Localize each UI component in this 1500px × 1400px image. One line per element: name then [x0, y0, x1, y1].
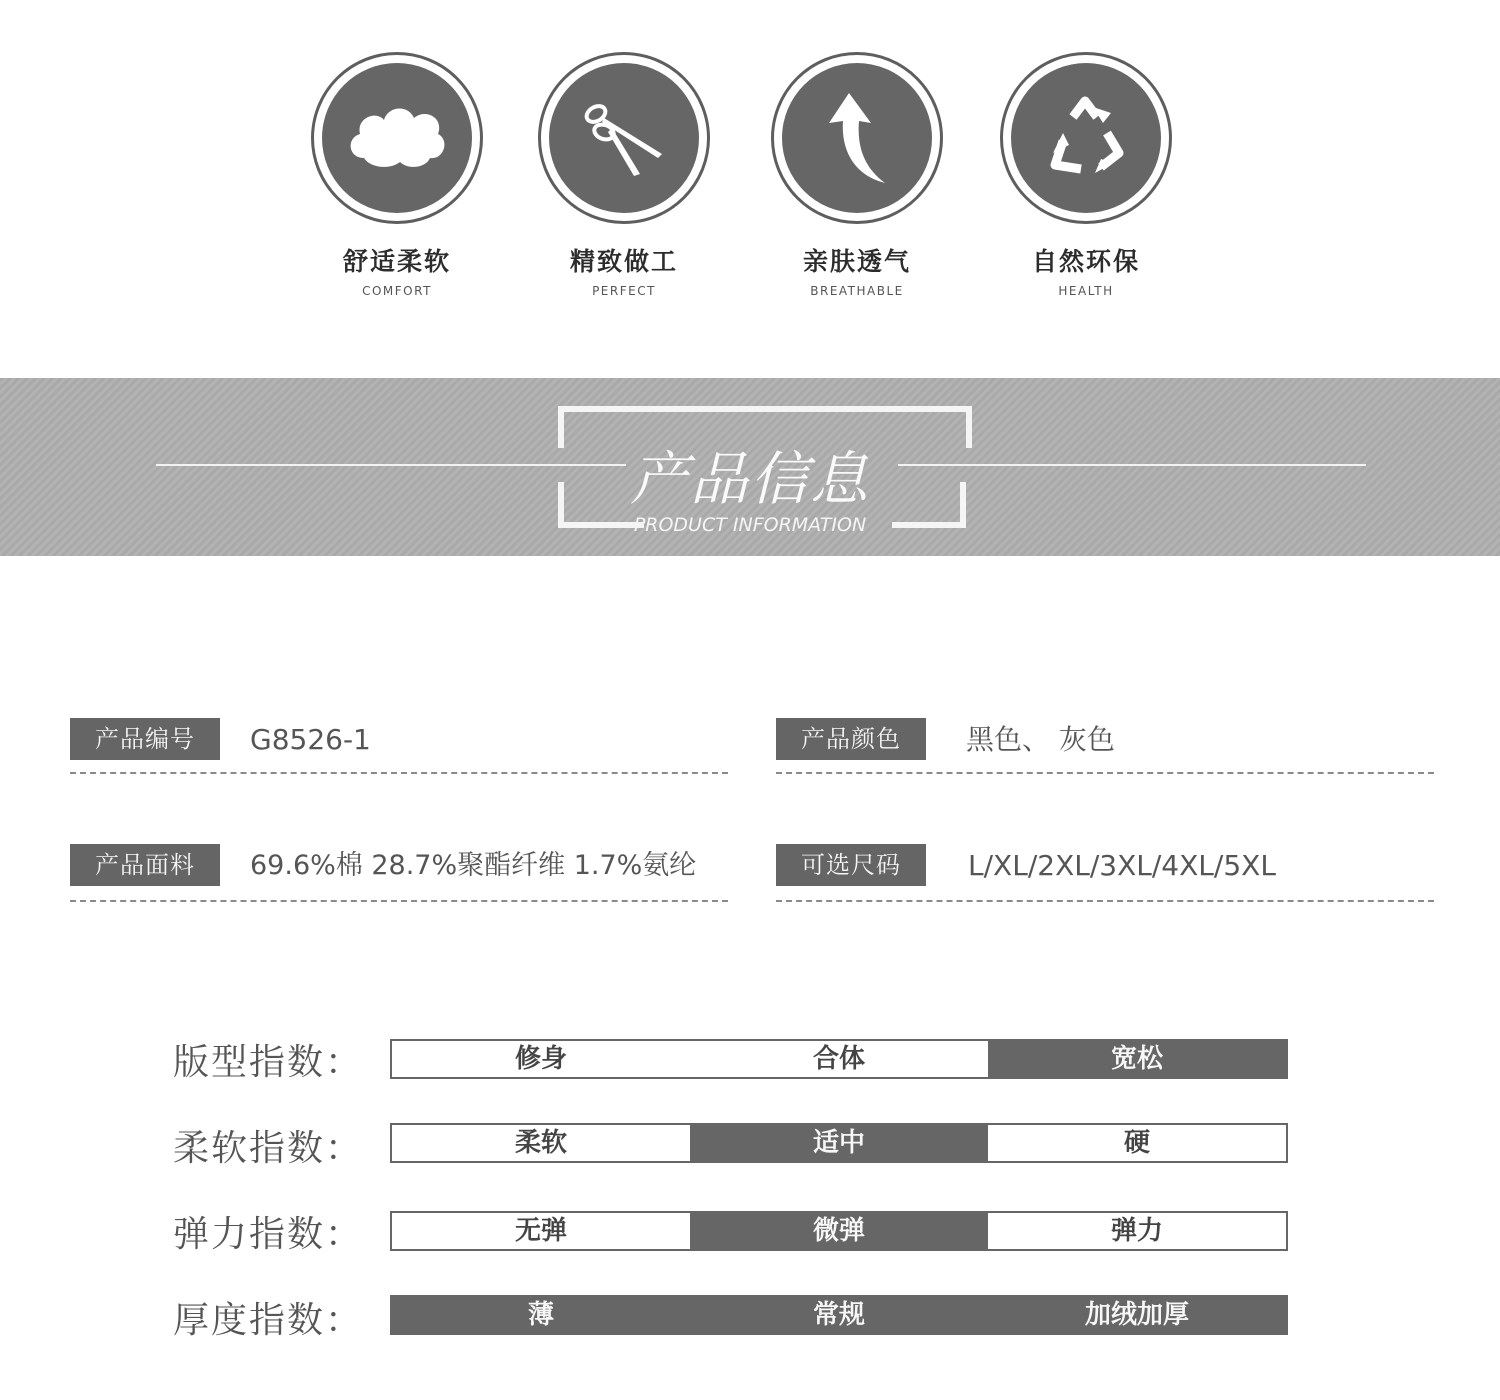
feature-title: 亲肤透气: [802, 247, 911, 276]
index-option: 硬: [1123, 1128, 1150, 1158]
index-option: 适中: [690, 1125, 988, 1161]
feature-comfort: [287, 52, 507, 298]
feature-perfect: [514, 52, 734, 298]
banner-title: 产品信息: [629, 445, 870, 513]
curved-arrow-icon: [807, 83, 907, 193]
section-banner: [0, 378, 1500, 556]
banner-subtitle: PRODUCT INFORMATION: [633, 514, 867, 536]
index-label-thickness: 厚度指数：: [173, 1300, 364, 1341]
info-label: 可选尺码: [776, 844, 926, 886]
feature-title: 自然环保: [1031, 247, 1140, 276]
divider: [70, 772, 728, 774]
info-product-size: [776, 844, 1436, 904]
index-option: 加绒加厚: [988, 1297, 1286, 1333]
feature-icons: [0, 52, 1500, 312]
feature-subtitle: PERFECT: [592, 284, 656, 298]
index-bar-softness: [390, 1123, 1288, 1163]
divider: [70, 900, 728, 902]
cloud-icon: [342, 98, 452, 178]
feature-breathable: [747, 52, 967, 298]
info-value: L/XL/2XL/3XL/4XL/5XL: [968, 849, 1276, 882]
index-label-fit: 版型指数：: [173, 1042, 364, 1083]
index-option: 无弹: [514, 1216, 567, 1246]
feature-subtitle: COMFORT: [362, 284, 432, 298]
index-option: 微弹: [690, 1213, 988, 1249]
info-label: 产品面料: [70, 844, 220, 886]
index-option: 薄: [392, 1297, 690, 1333]
index-label-softness: 柔软指数：: [173, 1128, 364, 1169]
info-label: 产品编号: [70, 718, 220, 760]
feature-title: 舒适柔软: [342, 247, 451, 276]
index-option: 常规: [690, 1297, 988, 1333]
feature-subtitle: HEALTH: [1058, 284, 1114, 298]
info-product-color: [776, 718, 1436, 778]
recycle-icon: [1041, 93, 1131, 183]
index-option: 弹力: [1110, 1216, 1163, 1246]
feature-title: 精致做工: [569, 247, 678, 276]
index-bar-fit: [390, 1039, 1288, 1079]
info-value: 黑色、 灰色: [966, 723, 1115, 756]
feature-health: [976, 52, 1196, 298]
info-product-code: [70, 718, 730, 778]
index-option: 合体: [812, 1044, 865, 1074]
info-value: 69.6%棉 28.7%聚酯纤维 1.7%氨纶: [250, 850, 697, 881]
index-option: 宽松: [988, 1041, 1286, 1077]
info-label: 产品颜色: [776, 718, 926, 760]
info-product-fabric: [70, 844, 730, 904]
index-option: 柔软: [514, 1128, 567, 1158]
feature-subtitle: BREATHABLE: [810, 284, 904, 298]
index-bar-thickness: [390, 1295, 1288, 1335]
index-label-elasticity: 弹力指数：: [173, 1214, 364, 1255]
divider: [776, 772, 1434, 774]
info-value: G8526-1: [250, 723, 371, 756]
index-option: 修身: [514, 1044, 567, 1074]
index-bar-elasticity: [390, 1211, 1288, 1251]
scissors-icon: [574, 88, 674, 188]
divider: [776, 900, 1434, 902]
